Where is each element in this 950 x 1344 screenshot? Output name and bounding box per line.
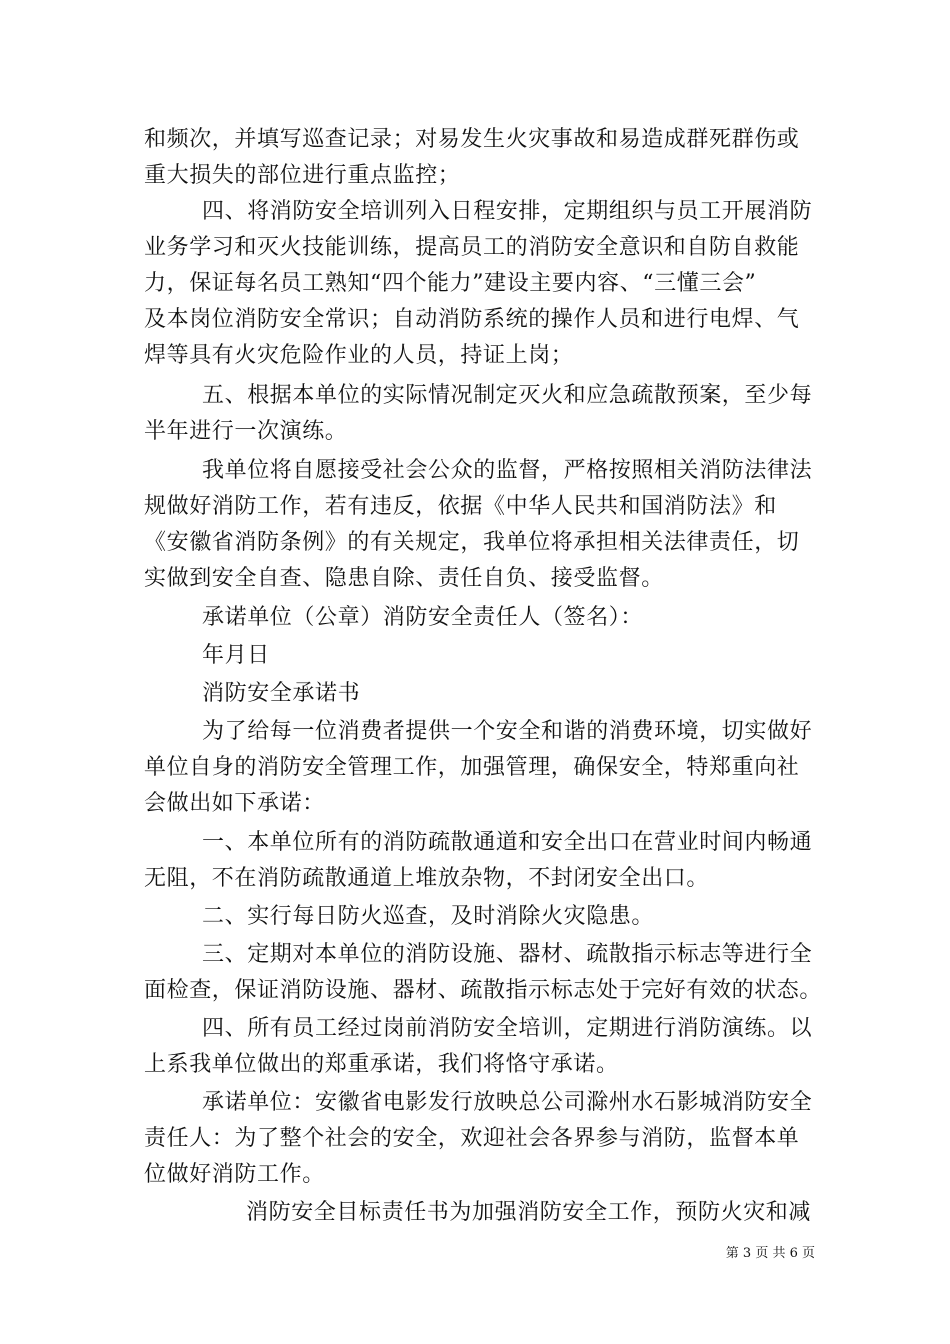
- text-line: 会做出如下承诺：: [144, 791, 325, 816]
- text-line: 四、将消防安全培训列入日程安排，定期组织与员工开展消防: [202, 199, 813, 224]
- text-line: 责任人：为了整个社会的安全，欢迎社会各界参与消防，监督本单: [144, 1126, 800, 1151]
- text-line: 及本岗位消防安全常识；自动消防系统的操作人员和进行电焊、气: [144, 307, 800, 332]
- text-line: 四、所有员工经过岗前消防安全培训，定期进行消防演练。以: [202, 1016, 813, 1041]
- text-line: 力，保证每名员工熟知“四个能力”建设主要内容、“三懂三会”: [144, 271, 757, 296]
- text-line: 五、根据本单位的实际情况制定灭火和应急疏散预案，至少每: [202, 383, 813, 408]
- text-line: 我单位将自愿接受社会公众的监督，严格按照相关消防法律法: [202, 458, 813, 483]
- text-line: 为了给每一位消费者提供一个安全和谐的消费环境，切实做好: [202, 719, 813, 744]
- date-line: 年月日: [202, 643, 270, 668]
- text-line: 上系我单位做出的郑重承诺，我们将恪守承诺。: [144, 1052, 619, 1077]
- text-line: 实做到安全自查、隐患自除、责任自负、接受监督。: [144, 566, 664, 591]
- text-line: 焊等具有火灾危险作业的人员，持证上岗；: [144, 343, 574, 368]
- text-line: 半年进行一次演练。: [144, 419, 348, 444]
- section-title: 消防安全承诺书: [202, 681, 361, 706]
- text-line: 《安徽省消防条例》的有关规定，我单位将承担相关法律责任，切: [144, 530, 800, 555]
- text-line: 三、定期对本单位的消防设施、器材、疏散指示标志等进行全: [202, 942, 813, 967]
- text-line: 二、实行每日防火巡查，及时消除火灾隐患。: [202, 904, 655, 929]
- text-line: 一、本单位所有的消防疏散通道和安全出口在营业时间内畅通: [202, 830, 813, 855]
- text-line: 消防安全目标责任书为加强消防安全工作，预防火灾和减: [246, 1200, 812, 1225]
- text-line: 承诺单位：安徽省电影发行放映总公司滁州水石影城消防安全: [202, 1090, 813, 1115]
- page-number: 第 3 页 共 6 页: [725, 1246, 815, 1261]
- signature-line: 承诺单位（公章）消防安全责任人（签名）：: [202, 605, 644, 630]
- text-line: 面检查，保证消防设施、器材、疏散指示标志处于完好有效的状态。: [144, 978, 823, 1003]
- text-line: 无阻，不在消防疏散通道上堆放杂物，不封闭安全出口。: [144, 866, 710, 891]
- text-line: 规做好消防工作，若有违反，依据《中华人民共和国消防法》和: [144, 494, 777, 519]
- text-line: 业务学习和灭火技能训练，提高员工的消防安全意识和自防自救能: [144, 235, 800, 260]
- text-line: 单位自身的消防安全管理工作，加强管理，确保安全，特郑重向社: [144, 755, 800, 780]
- text-line: 重大损失的部位进行重点监控；: [144, 163, 461, 188]
- text-line: 位做好消防工作。: [144, 1162, 325, 1187]
- text-line: 和频次，并填写巡查记录；对易发生火灾事故和易造成群死群伤或: [144, 127, 800, 152]
